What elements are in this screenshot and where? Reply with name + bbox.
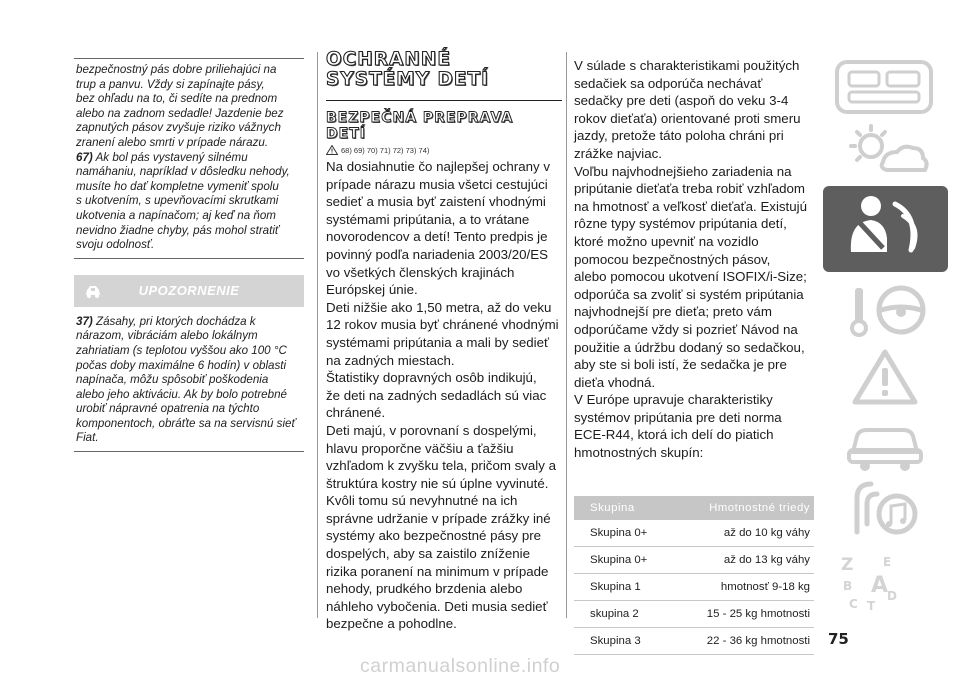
warning-line: napínača, môžu spôsobiť poškodenia: [76, 373, 269, 387]
index-letter: D: [887, 589, 897, 603]
section-heading: [326, 110, 562, 142]
column-separator: [566, 52, 567, 618]
index-letter: E: [883, 555, 892, 569]
text-line: chránené.: [326, 405, 386, 421]
text-line: systémami pripútania, a to vrátane: [326, 211, 530, 227]
warning-line: s ukotvením, s upevňovacími skrutkami: [76, 194, 279, 208]
text-line: odporúča sa zvoliť si systém pripútania: [574, 286, 804, 302]
warning-line: urobiť nápravné opatrenia na týchto: [76, 402, 260, 416]
table-header-cell: Hmotnostné triedy: [675, 496, 814, 520]
index-letter: C: [849, 597, 858, 611]
text-line: Voľbu najvhodnejšieho zariadenia na: [574, 163, 792, 179]
warning-line: zahriatiam (s teplotou vyššou ako 100 °C: [76, 343, 287, 357]
seat-safety-icon: [823, 186, 948, 272]
text-line: vzhľadom k zvyšku tela, pričom svaly a: [326, 458, 557, 474]
text-line: Európskej únie.: [326, 282, 418, 298]
table-cell: 22 - 36 kg hmotnosti: [675, 628, 814, 655]
warning-line: Fiat.: [76, 431, 99, 445]
text-line: zrážke najviac.: [574, 145, 662, 161]
chapter-link-dashboard[interactable]: [827, 58, 942, 120]
heading-rule: [326, 100, 562, 101]
text-line: na hmotnosť a veľkosť dieťaťa. Existujú: [574, 198, 808, 214]
table-cell: Skupina 0+: [574, 547, 675, 574]
warning-line: alebo na zadnom sedadle! Jazdenie bez: [76, 106, 284, 120]
text-line: bezpečne a pohodlne.: [326, 616, 457, 632]
warning-line: nevidno žiadne chyby, pás mohol stratiť: [76, 223, 280, 237]
chapter-heading: [326, 50, 562, 90]
body-text-middle: [326, 158, 562, 633]
weight-groups-table-wrap: [574, 496, 814, 656]
section-heading-line: BEZPEČNÁ PREPRAVA: [326, 110, 514, 126]
text-line: najvhodnejší pre dieťa; preto vám: [574, 304, 772, 320]
text-line: systémami pripútania a mali by sedieť: [326, 334, 550, 350]
page-number: 75: [828, 630, 849, 648]
text-line: pomocou bezpečnostných pásov,: [574, 251, 771, 267]
index-letter: B: [843, 579, 853, 593]
text-line: rokov dieťaťa) orientované proti smeru: [574, 110, 801, 126]
text-line: správne udržanie v prípade zrážky iné: [326, 510, 551, 526]
column-separator: [317, 52, 318, 618]
table-cell: 15 - 25 kg hmotnosti: [675, 601, 814, 628]
text-line: sedačky pre deti (aspoň do veku 3-4: [574, 93, 789, 109]
chapter-link-warnings[interactable]: [827, 346, 942, 408]
body-text-right: [574, 57, 814, 462]
warning-block-pretensioner: [74, 307, 304, 452]
warning-item-67: [76, 151, 302, 166]
text-line: hlavu proporčne väčšiu a ťažšiu: [326, 440, 514, 456]
warning-line: komponentoch, obráťte sa na servisnú sieť: [76, 416, 296, 430]
table-row: [574, 601, 814, 628]
text-line: prípade nárazu musia všetci cestujúci: [326, 176, 548, 192]
table-cell: až do 13 kg váhy: [675, 547, 814, 574]
text-line: použitie a údržbu dodaný so sedačkou,: [574, 339, 805, 355]
text-line: sedačiek sa odporúča nechávať: [574, 75, 763, 91]
warning-line: ukotvenia a napínačom; aj keď na ňom: [76, 208, 276, 222]
car-dashboard-icon: [827, 58, 942, 120]
text-line: Na dosiahnutie čo najlepšej ochrany v: [326, 159, 550, 174]
multimedia-icon: [827, 478, 942, 540]
text-line: aby ste si boli istí, že sedačka je pre: [574, 357, 787, 373]
index-letter: T: [867, 599, 876, 612]
text-line: rizika poranení na minimum v prípade: [326, 563, 549, 579]
table-cell: až do 10 kg váhy: [675, 520, 814, 547]
warning-line: zapnutých pásov zvyšuje riziko vážnych: [76, 121, 281, 135]
text-line: pripútanie dieťaťa treba robiť vzhľadom: [574, 181, 805, 197]
chapter-link-safety[interactable]: [823, 186, 948, 272]
warning-line: bez ohľadu na to, či sedíte na prednom: [76, 92, 278, 106]
warning-line: namáhaniu, napríklad v dôsledku nehody,: [76, 165, 290, 179]
section-heading-line: DETÍ: [326, 126, 366, 142]
left-column: [74, 58, 304, 452]
text-line: systémov pripútania pre deti norma: [574, 409, 782, 425]
weight-groups-table: [574, 496, 814, 656]
index-letter: A: [871, 573, 889, 598]
lights-climate-icon: [827, 122, 942, 184]
text-line: alebo pomocou ukotvení ISOFIX/i-Size;: [574, 269, 807, 285]
item-number: 67): [76, 150, 93, 164]
text-line: rôzne typy systémov pripútania detí,: [574, 216, 787, 232]
reference-numbers: 68) 69) 70) 71) 72) 73) 74): [341, 145, 430, 155]
table-header-row: [574, 496, 814, 520]
text-line: štruktúra kostry nie sú úplne vyvinuté.: [326, 475, 549, 491]
chapter-link-multimedia[interactable]: [827, 478, 942, 540]
text-line: dieťa vhodná.: [574, 374, 656, 390]
text-line: na zadných miestach.: [326, 352, 455, 368]
table-cell: Skupina 0+: [574, 520, 675, 547]
text-line: Štatistiky dopravných osôb indikujú,: [326, 370, 537, 386]
table-header-cell: Skupina: [574, 496, 675, 520]
warning-block-seatbelt: [74, 58, 304, 259]
text-line: dospelých, aby sa zaistilo zníženie: [326, 546, 530, 562]
text-line: jazdy, pretože táto poloha chráni pri: [574, 128, 784, 144]
text-line: nehody, prudkého brzdenia alebo: [326, 581, 523, 597]
text-line: odporúčame vždy si pozrieť Návod na: [574, 321, 798, 337]
text-line: hmotnostných skupín:: [574, 445, 704, 461]
chapter-link-maintenance[interactable]: [827, 412, 942, 474]
warning-line: zranení alebo smrti v prípade nárazu.: [76, 135, 269, 149]
table-row: [574, 574, 814, 601]
text-line: Deti nižšie ako 1,50 metra, až do veku: [326, 299, 552, 315]
right-column: [574, 57, 814, 655]
watermark: carmanualsonline.info: [360, 655, 561, 677]
warning-light-icon: [827, 346, 942, 408]
warning-header-label: UPOZORNENIE: [138, 282, 240, 298]
chapter-heading-line: OCHRANNÉ: [326, 49, 451, 70]
warning-line: svoju odolnosť.: [76, 238, 155, 252]
warning-line: počas doby maximálne 6 hodín) v oblasti: [76, 358, 287, 372]
warning-line: musíte ho dať kompletne vymeniť spolu: [76, 179, 279, 193]
table-cell: Skupina 3: [574, 628, 675, 655]
warning-triangle-icon: [326, 145, 338, 155]
text-line: náhleho vybočenia. Deti musia sedieť: [326, 598, 548, 614]
text-line: ktoré možno upevniť na vozidlo: [574, 233, 759, 249]
table-row: [574, 628, 814, 655]
text-line: 12 rokov musia byť chránené vhodnými: [326, 317, 559, 333]
warning-item-37: [76, 315, 302, 330]
text-line: že deti na zadných sedadlách sú viac: [326, 387, 547, 403]
table-cell: Skupina 1: [574, 574, 675, 601]
table-row: [574, 520, 814, 547]
chapter-heading-line: SYSTÉMY DETÍ: [326, 69, 490, 90]
item-number: 37): [76, 314, 93, 328]
table-row: [574, 547, 814, 574]
warning-line: alebo jeho aktiváciu. Ak by bolo potrebné: [76, 387, 287, 401]
table-cell: hmotnosť 9-18 kg: [675, 574, 814, 601]
text-line: Deti majú, v porovnaní s dospelými,: [326, 422, 537, 438]
text-line: V Európe upravuje charakteristiky: [574, 392, 773, 408]
warning-references: [326, 145, 562, 155]
text-line: novorodencov a detí! Tento predpis je: [326, 229, 548, 245]
text-line: systémy ako bezpečnostné pásy pre: [326, 528, 542, 544]
key-steering-icon: [827, 280, 942, 342]
car-service-icon: [827, 412, 942, 474]
chapter-link-starting[interactable]: [827, 280, 942, 342]
warning-line: Ak bol pás vystavený silnému: [95, 150, 248, 164]
warning-header: [74, 275, 304, 307]
text-line: vo všetkých členských krajinách: [326, 264, 515, 280]
index-letter: Z: [841, 555, 854, 575]
text-line: Kvôli tomu sú nevyhnutné na ich: [326, 493, 518, 509]
text-line: povinný podľa nariadenia 2003/20/ES: [326, 246, 548, 262]
text-line: V súlade s charakteristikami použitých: [574, 58, 800, 73]
index-letters-icon: [827, 550, 942, 612]
warning-line: nárazom, vibráciám alebo lokálnym: [76, 329, 258, 343]
warning-line: bezpečnostný pás dobre priliehajúci na: [76, 63, 277, 76]
table-cell: skupina 2: [574, 601, 675, 628]
text-line: ECE-R44, ktorá ich delí do piatich: [574, 427, 774, 443]
warning-line: Zásahy, pri ktorých dochádza k: [96, 314, 256, 328]
warning-line: trup a panvu. Vždy si zapínajte pásy,: [76, 77, 265, 91]
chapter-link-lights[interactable]: [827, 122, 942, 184]
chapter-link-index[interactable]: [827, 550, 942, 612]
middle-column: [326, 50, 562, 633]
text-line: sedieť a musia byť zaistení vhodnými: [326, 194, 546, 210]
